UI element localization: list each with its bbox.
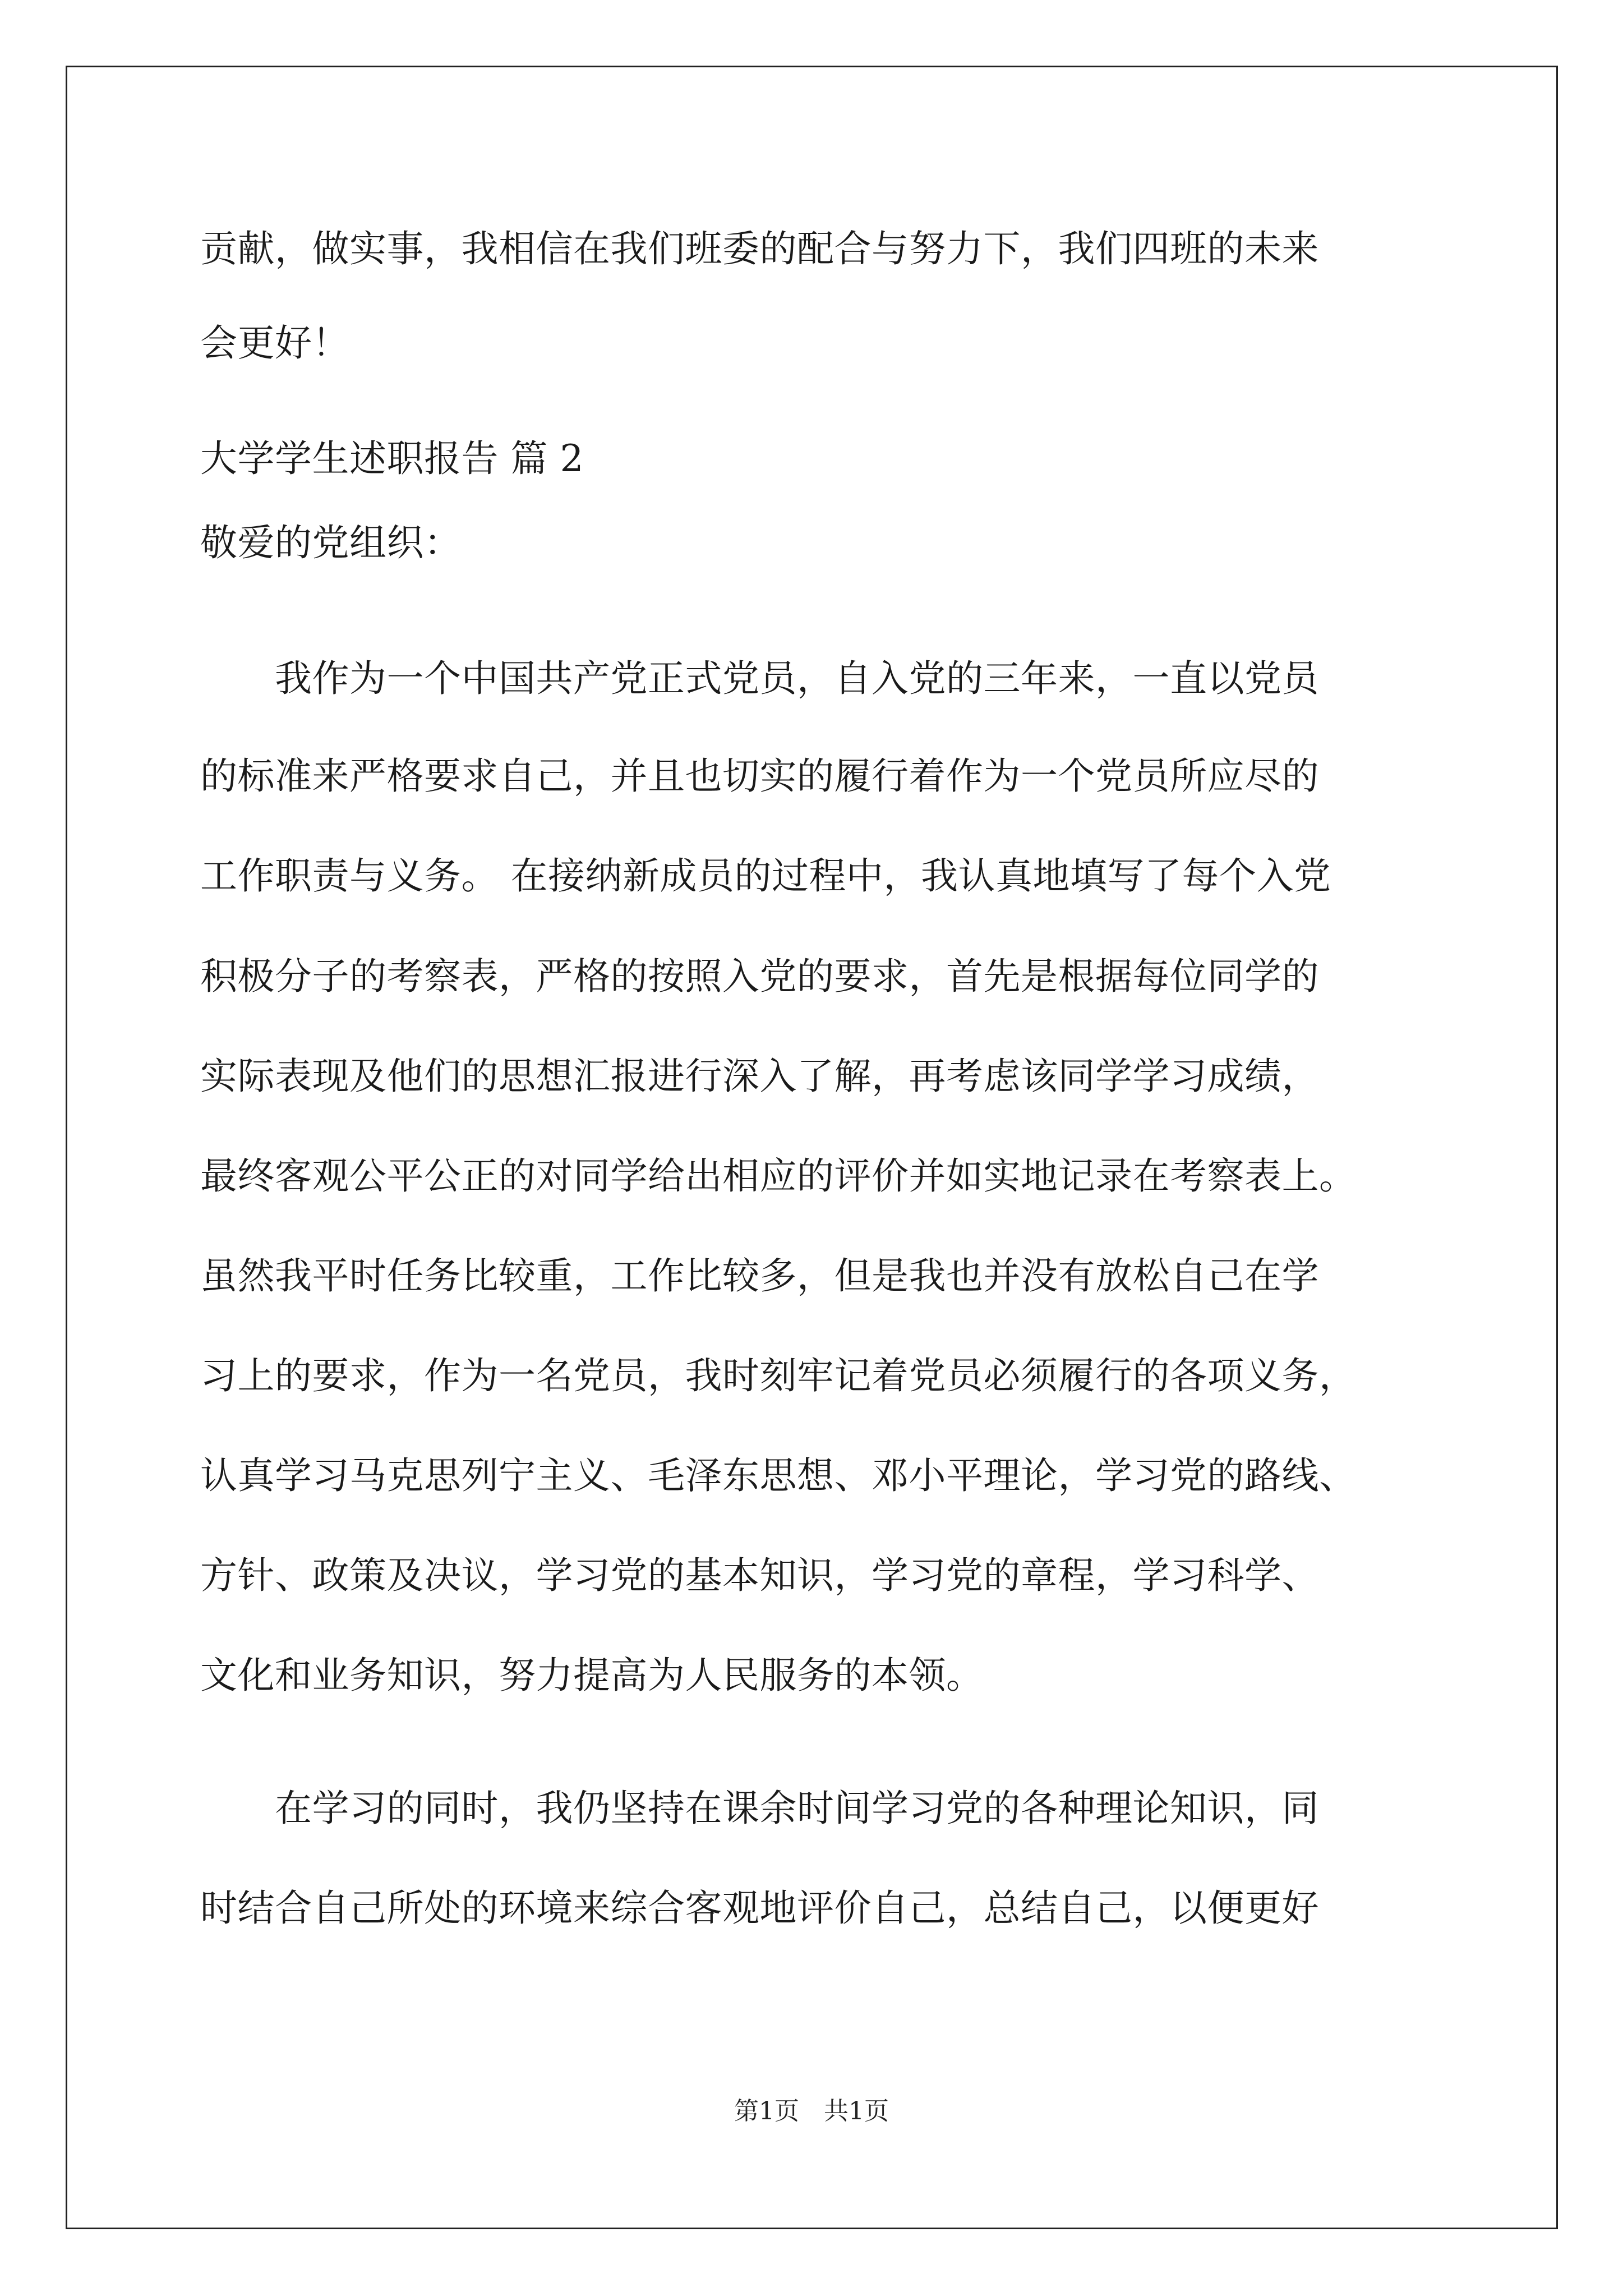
- paragraph-line: 时结合自己所处的环境来综合客观地评价自己，总结自己，以便更好: [200, 1887, 1319, 1930]
- paragraph-line: 会更好！: [200, 321, 349, 365]
- paragraph-line: 习上的要求，作为一名党员，我时刻牢记着党员必须履行的各项义务，: [200, 1354, 1357, 1397]
- paragraph-line: 的标准来严格要求自己，并且也切实的履行着作为一个党员所应尽的: [200, 754, 1319, 798]
- salutation: 敬爱的党组织：: [200, 521, 462, 564]
- paragraph-line: 工作职责与义务。 在接纳新成员的过程中，我认真地填写了每个入党: [200, 854, 1331, 898]
- paragraph-line: 我作为一个中国共产党正式党员，自入党的三年来，一直以党员: [275, 657, 1319, 700]
- paragraph-line: 虽然我平时任务比较重，工作比较多，但是我也并没有放松自己在学: [200, 1254, 1319, 1297]
- section-heading: 大学学生述职报告 篇 2: [200, 437, 584, 480]
- paragraph-line: 贡献，做实事，我相信在我们班委的配合与努力下，我们四班的未来: [200, 227, 1319, 270]
- paragraph-line: 最终客观公平公正的对同学给出相应的评价并如实地记录在考察表上。: [200, 1154, 1357, 1198]
- paragraph-line: 文化和业务知识，努力提高为人民服务的本领。: [200, 1654, 984, 1697]
- page-number: 第1页 共1页: [734, 2097, 889, 2125]
- paragraph-line: 方针、政策及决议，学习党的基本知识，学习党的章程，学习科学、: [200, 1554, 1319, 1597]
- paragraph-line: 认真学习马克思列宁主义、毛泽东思想、邓小平理论，学习党的路线、: [200, 1454, 1357, 1497]
- paragraph-line: 在学习的同时，我仍坚持在课余时间学习党的各种理论知识，同: [275, 1787, 1319, 1830]
- paragraph-line: 实际表现及他们的思想汇报进行深入了解，再考虑该同学学习成绩，: [200, 1055, 1319, 1098]
- paragraph-line: 积极分子的考察表，严格的按照入党的要求，首先是根据每位同学的: [200, 955, 1319, 998]
